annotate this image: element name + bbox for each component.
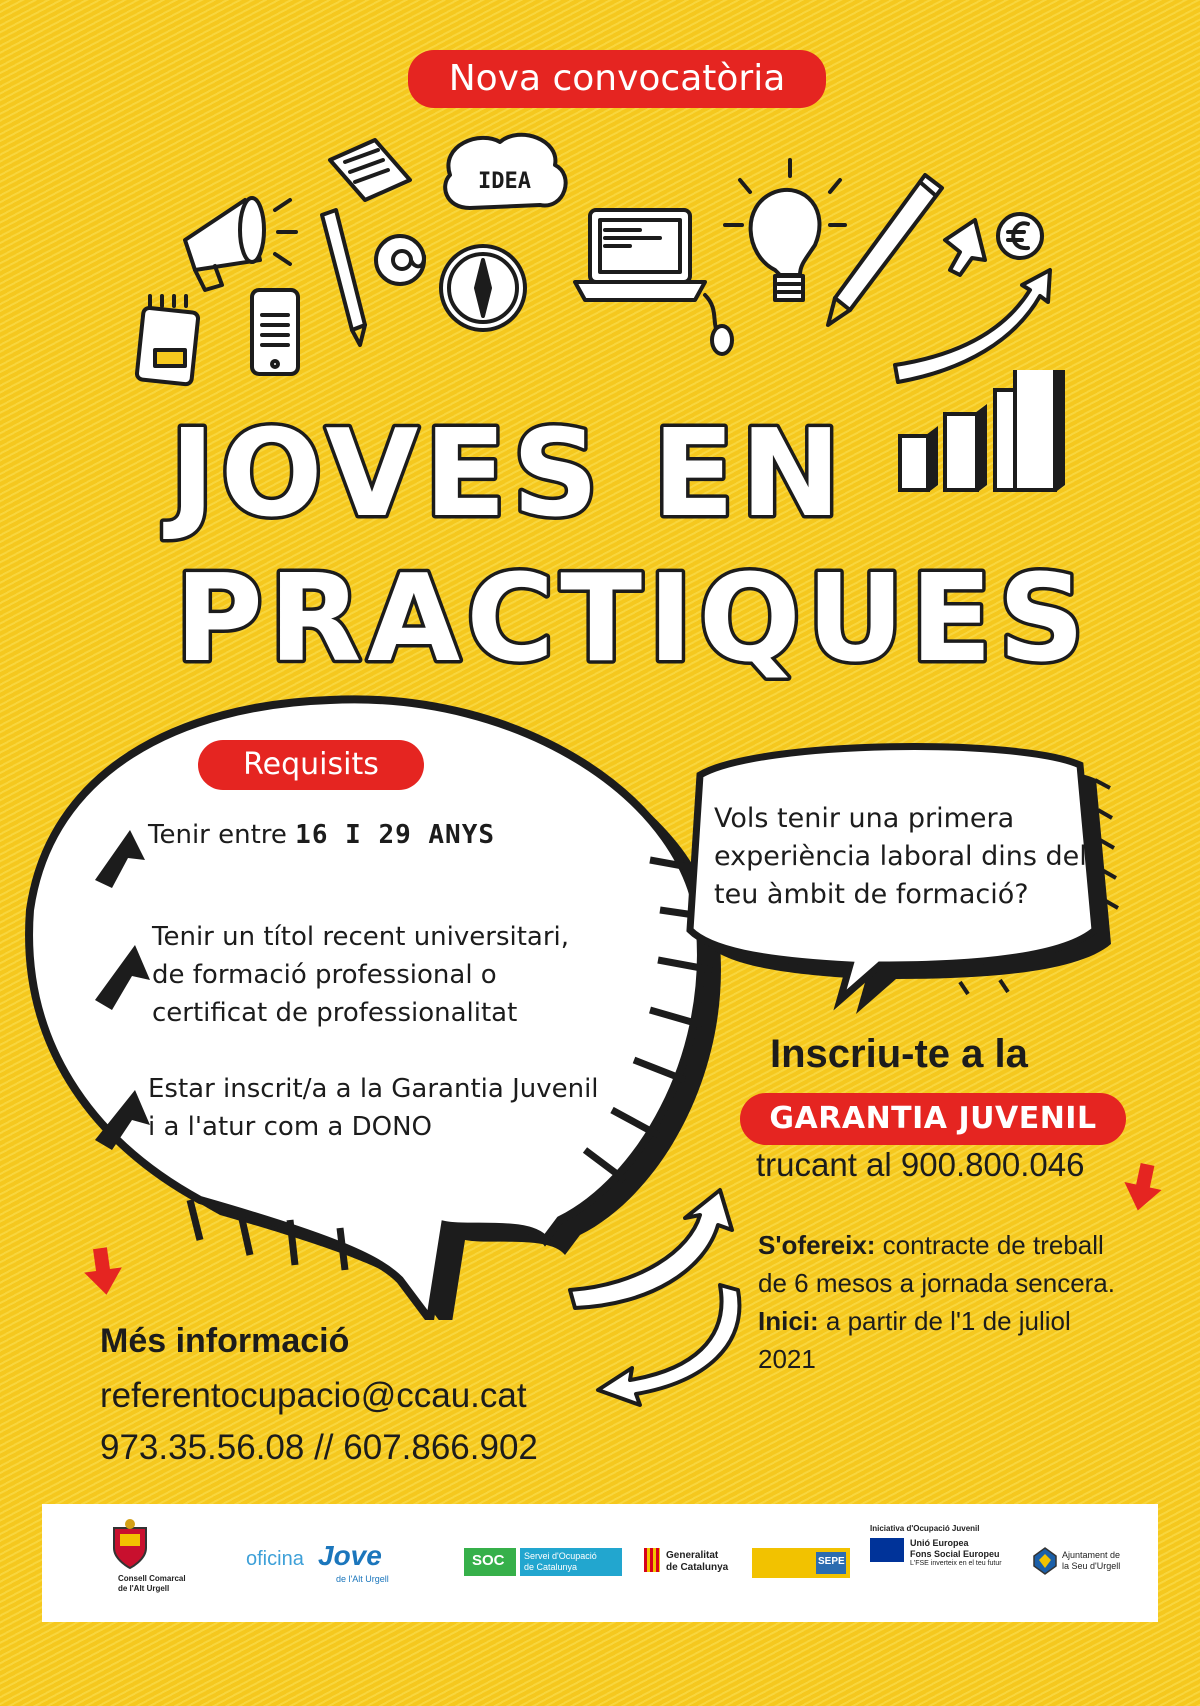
ajuntament-logo	[1032, 1504, 1152, 1622]
title-graphic	[0, 370, 1200, 690]
eu-line: Unió Europea	[910, 1538, 969, 1548]
generalitat-line: Generalitat	[666, 1550, 719, 1561]
signup-phone: trucant al 900.800.046	[756, 1146, 1085, 1183]
start-year: 2021	[758, 1344, 816, 1374]
soc-abbr: SOC	[472, 1552, 505, 1569]
senyera-icon	[644, 1548, 660, 1572]
start-line	[758, 1302, 1178, 1340]
offer-text: contracte de treball	[875, 1230, 1104, 1260]
question-line: Vols tenir una primera	[714, 803, 1015, 834]
consell-name-line: de l'Alt Urgell	[118, 1584, 170, 1593]
requirement-age	[148, 816, 495, 854]
offer-details	[758, 1226, 1178, 1378]
bar-chart-icon	[900, 370, 1063, 490]
sepe-logo	[752, 1504, 862, 1622]
at-sign-icon	[376, 236, 424, 284]
eu-line: Fons Social Europeu	[910, 1549, 1000, 1559]
new-call-badge: Nova convocatòria	[408, 50, 826, 108]
question-line: experiència laboral dins del	[714, 841, 1087, 872]
ajuntament-line: la Seu d'Urgell	[1062, 1561, 1121, 1571]
soc-name-line: de Catalunya	[524, 1562, 578, 1572]
requirement-registration-line: i a l'atur com a DONO	[148, 1112, 433, 1142]
eu-flag-icon	[870, 1538, 904, 1562]
eu-line: L'FSE inverteix en el teu futur	[910, 1560, 1002, 1567]
document-icon	[330, 140, 410, 200]
offer-line: de 6 mesos a jornada sencera.	[758, 1268, 1115, 1298]
oficina-word: oficina	[246, 1548, 304, 1570]
requirement-degree	[152, 918, 612, 1032]
oficina-jove-logo	[246, 1504, 416, 1622]
eu-logo	[870, 1504, 1010, 1622]
contact-email[interactable]: referentocupacio@ccau.cat	[100, 1376, 527, 1415]
offer-line	[758, 1226, 1178, 1264]
start-label: Inici:	[758, 1306, 819, 1336]
requirement-degree-line: Tenir un títol recent universitari,	[152, 922, 570, 952]
sponsor-logos-footer	[42, 1504, 1158, 1622]
pen-icon	[322, 210, 365, 345]
title-line-1: JOVES EN	[170, 405, 847, 544]
ajuntament-shield-icon	[1032, 1546, 1058, 1576]
offer-label: S'ofereix:	[758, 1230, 876, 1260]
mobile-phone-icon	[252, 290, 298, 374]
pencil-icon	[828, 175, 942, 325]
requirement-age-range: 16 I 29 ANYS	[295, 820, 496, 850]
soc-logo	[464, 1504, 624, 1622]
laptop-icon	[575, 210, 732, 354]
requirement-degree-line: de formació professional o	[152, 960, 497, 990]
red-down-arrow-right-icon	[1119, 1161, 1166, 1215]
requirement-age-prefix: Tenir entre	[148, 820, 296, 850]
jove-word: Jove	[318, 1540, 382, 1571]
requirement-degree-line: certificat de professionalitat	[152, 998, 518, 1028]
megaphone-icon	[185, 198, 296, 290]
idea-label: IDEA	[478, 169, 531, 194]
requirements-badge: Requisits	[198, 740, 424, 790]
requirement-registration-line: Estar inscrit/a a la Garantia Juvenil	[148, 1074, 599, 1104]
contact-heading: Més informació	[100, 1322, 350, 1360]
question-line: teu àmbit de formació?	[714, 879, 1029, 910]
soc-name-line: Servei d'Ocupació	[524, 1551, 597, 1561]
start-text: a partir de l'1 de juliol	[818, 1306, 1071, 1336]
oficina-sub: de l'Alt Urgell	[336, 1574, 389, 1584]
sepe-label: SEPE	[818, 1556, 845, 1567]
contact-phones[interactable]: 973.35.56.08 // 607.866.902	[100, 1428, 538, 1467]
idea-cloud-icon	[445, 135, 565, 208]
compass-icon	[441, 246, 525, 330]
signup-heading: Inscriu-te a la	[770, 1032, 1028, 1076]
coat-of-arms-icon	[110, 1518, 150, 1570]
youth-guarantee-badge: GARANTIA JUVENIL	[740, 1093, 1126, 1145]
ajuntament-line: Ajuntament de	[1062, 1550, 1121, 1560]
consell-name-line: Consell Comarcal	[118, 1574, 186, 1583]
generalitat-line: de Catalunya	[666, 1562, 729, 1573]
consell-comarcal-logo	[70, 1504, 210, 1622]
red-down-arrow-left-icon	[81, 1246, 125, 1298]
title-line-2: PRACTIQUES	[175, 550, 1091, 689]
doodle-icons	[0, 120, 1200, 400]
generalitat-logo	[644, 1504, 744, 1622]
euro-icon	[998, 214, 1042, 258]
question-text	[714, 800, 1094, 914]
curved-arrow-up-icon	[570, 1190, 732, 1308]
lightbulb-icon	[725, 160, 845, 300]
eu-line: Iniciativa d'Ocupació Juvenil	[870, 1524, 980, 1533]
